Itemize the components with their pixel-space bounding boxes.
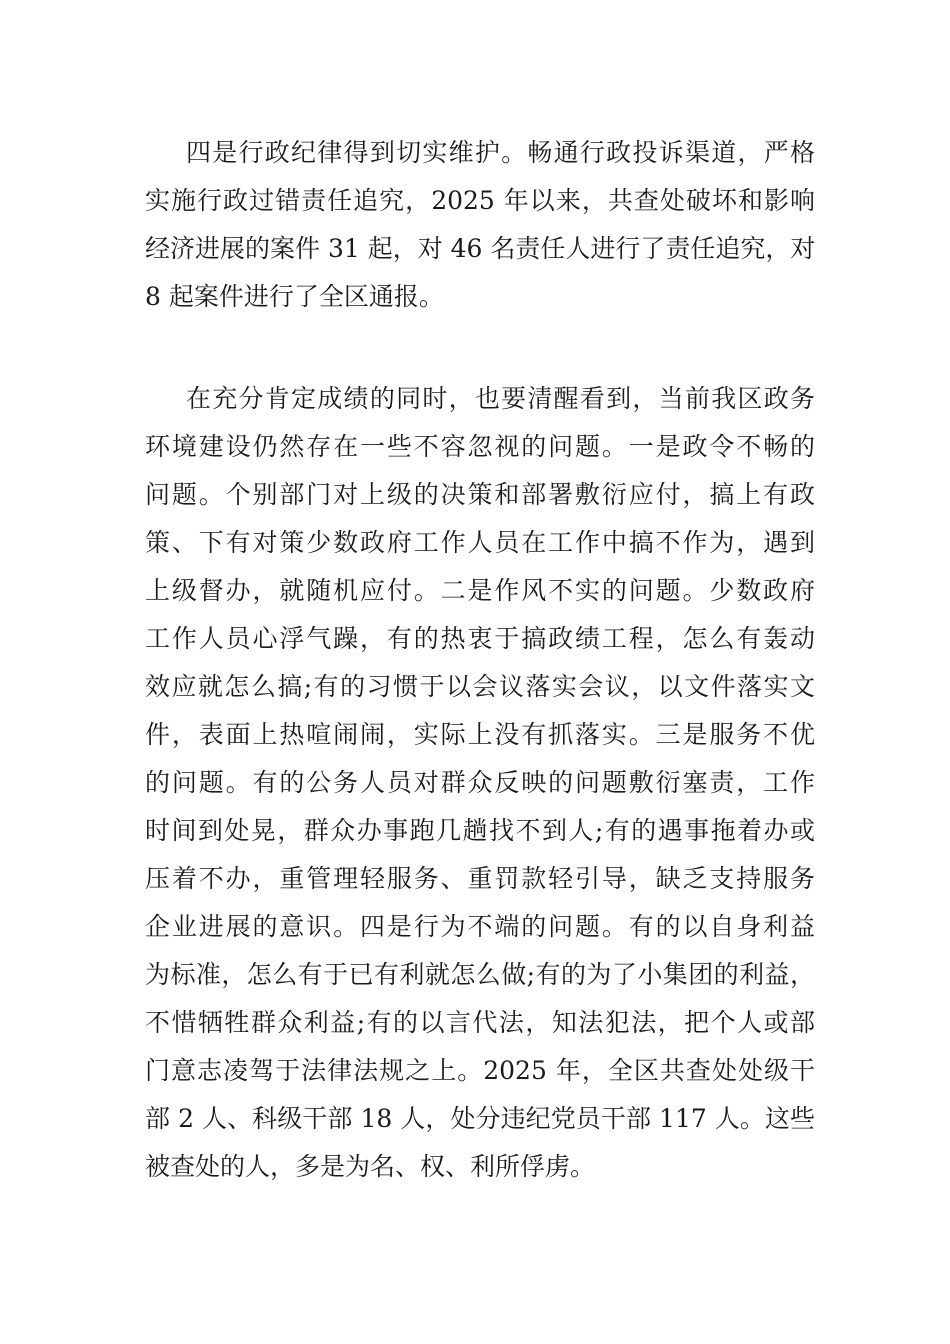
text-line: 8 起案件进行了全区通报。 bbox=[145, 282, 444, 311]
paragraph-administrative-discipline bbox=[145, 129, 815, 321]
text-line: 不惜牺牲群众利益;有的以言代法，知法犯法，把个人或部 bbox=[145, 1008, 815, 1037]
text-line: 经济进展的案件 31 起，对 46 名责任人进行了责任追究，对 bbox=[145, 234, 816, 263]
text-line: 被查处的人，多是为名、权、利所俘虏。 bbox=[145, 1152, 596, 1181]
text-line: 的问题。有的公务人员对群众反映的问题敷衍塞责，工作 bbox=[145, 768, 815, 797]
text-line: 问题。个别部门对上级的决策和部署敷衍应付，搞上有政 bbox=[145, 480, 815, 509]
text-line: 为标准，怎么有于已有利就怎么做;有的为了小集团的利益， bbox=[145, 960, 815, 989]
text-line: 四是行政纪律得到切实维护。畅通行政投诉渠道，严格 bbox=[186, 138, 815, 167]
text-line: 效应就怎么搞;有的习惯于以会议落实会议，以文件落实文 bbox=[145, 672, 815, 701]
text-line: 企业进展的意识。四是行为不端的问题。有的以自身利益 bbox=[145, 912, 815, 941]
text-line: 实施行政过错责任追究，2025 年以来，共查处破坏和影响 bbox=[145, 186, 815, 215]
text-line: 部 2 人、科级干部 18 人，处分违纪党员干部 117 人。这些 bbox=[145, 1104, 815, 1133]
text-line: 件，表面上热喧闹闹，实际上没有抓落实。三是服务不优 bbox=[145, 720, 815, 749]
text-line: 环境建设仍然存在一些不容忽视的问题。一是政令不畅的 bbox=[145, 432, 815, 461]
text-line: 策、下有对策少数政府工作人员在工作中搞不作为，遇到 bbox=[145, 528, 815, 557]
text-line: 压着不办，重管理轻服务、重罚款轻引导，缺乏支持服务 bbox=[145, 864, 815, 893]
text-line: 时间到处晃，群众办事跑几趟找不到人;有的遇事拖着办或 bbox=[145, 816, 815, 845]
text-line: 在充分肯定成绩的同时，也要清醒看到，当前我区政务 bbox=[186, 384, 815, 413]
text-line: 上级督办，就随机应付。二是作风不实的问题。少数政府 bbox=[145, 576, 815, 605]
text-line: 工作人员心浮气躁，有的热衷于搞政绩工程，怎么有轰动 bbox=[145, 624, 815, 653]
paragraph-existing-problems bbox=[145, 375, 815, 1191]
text-line: 门意志凌驾于法律法规之上。2025 年，全区共查处处级干 bbox=[145, 1056, 815, 1085]
